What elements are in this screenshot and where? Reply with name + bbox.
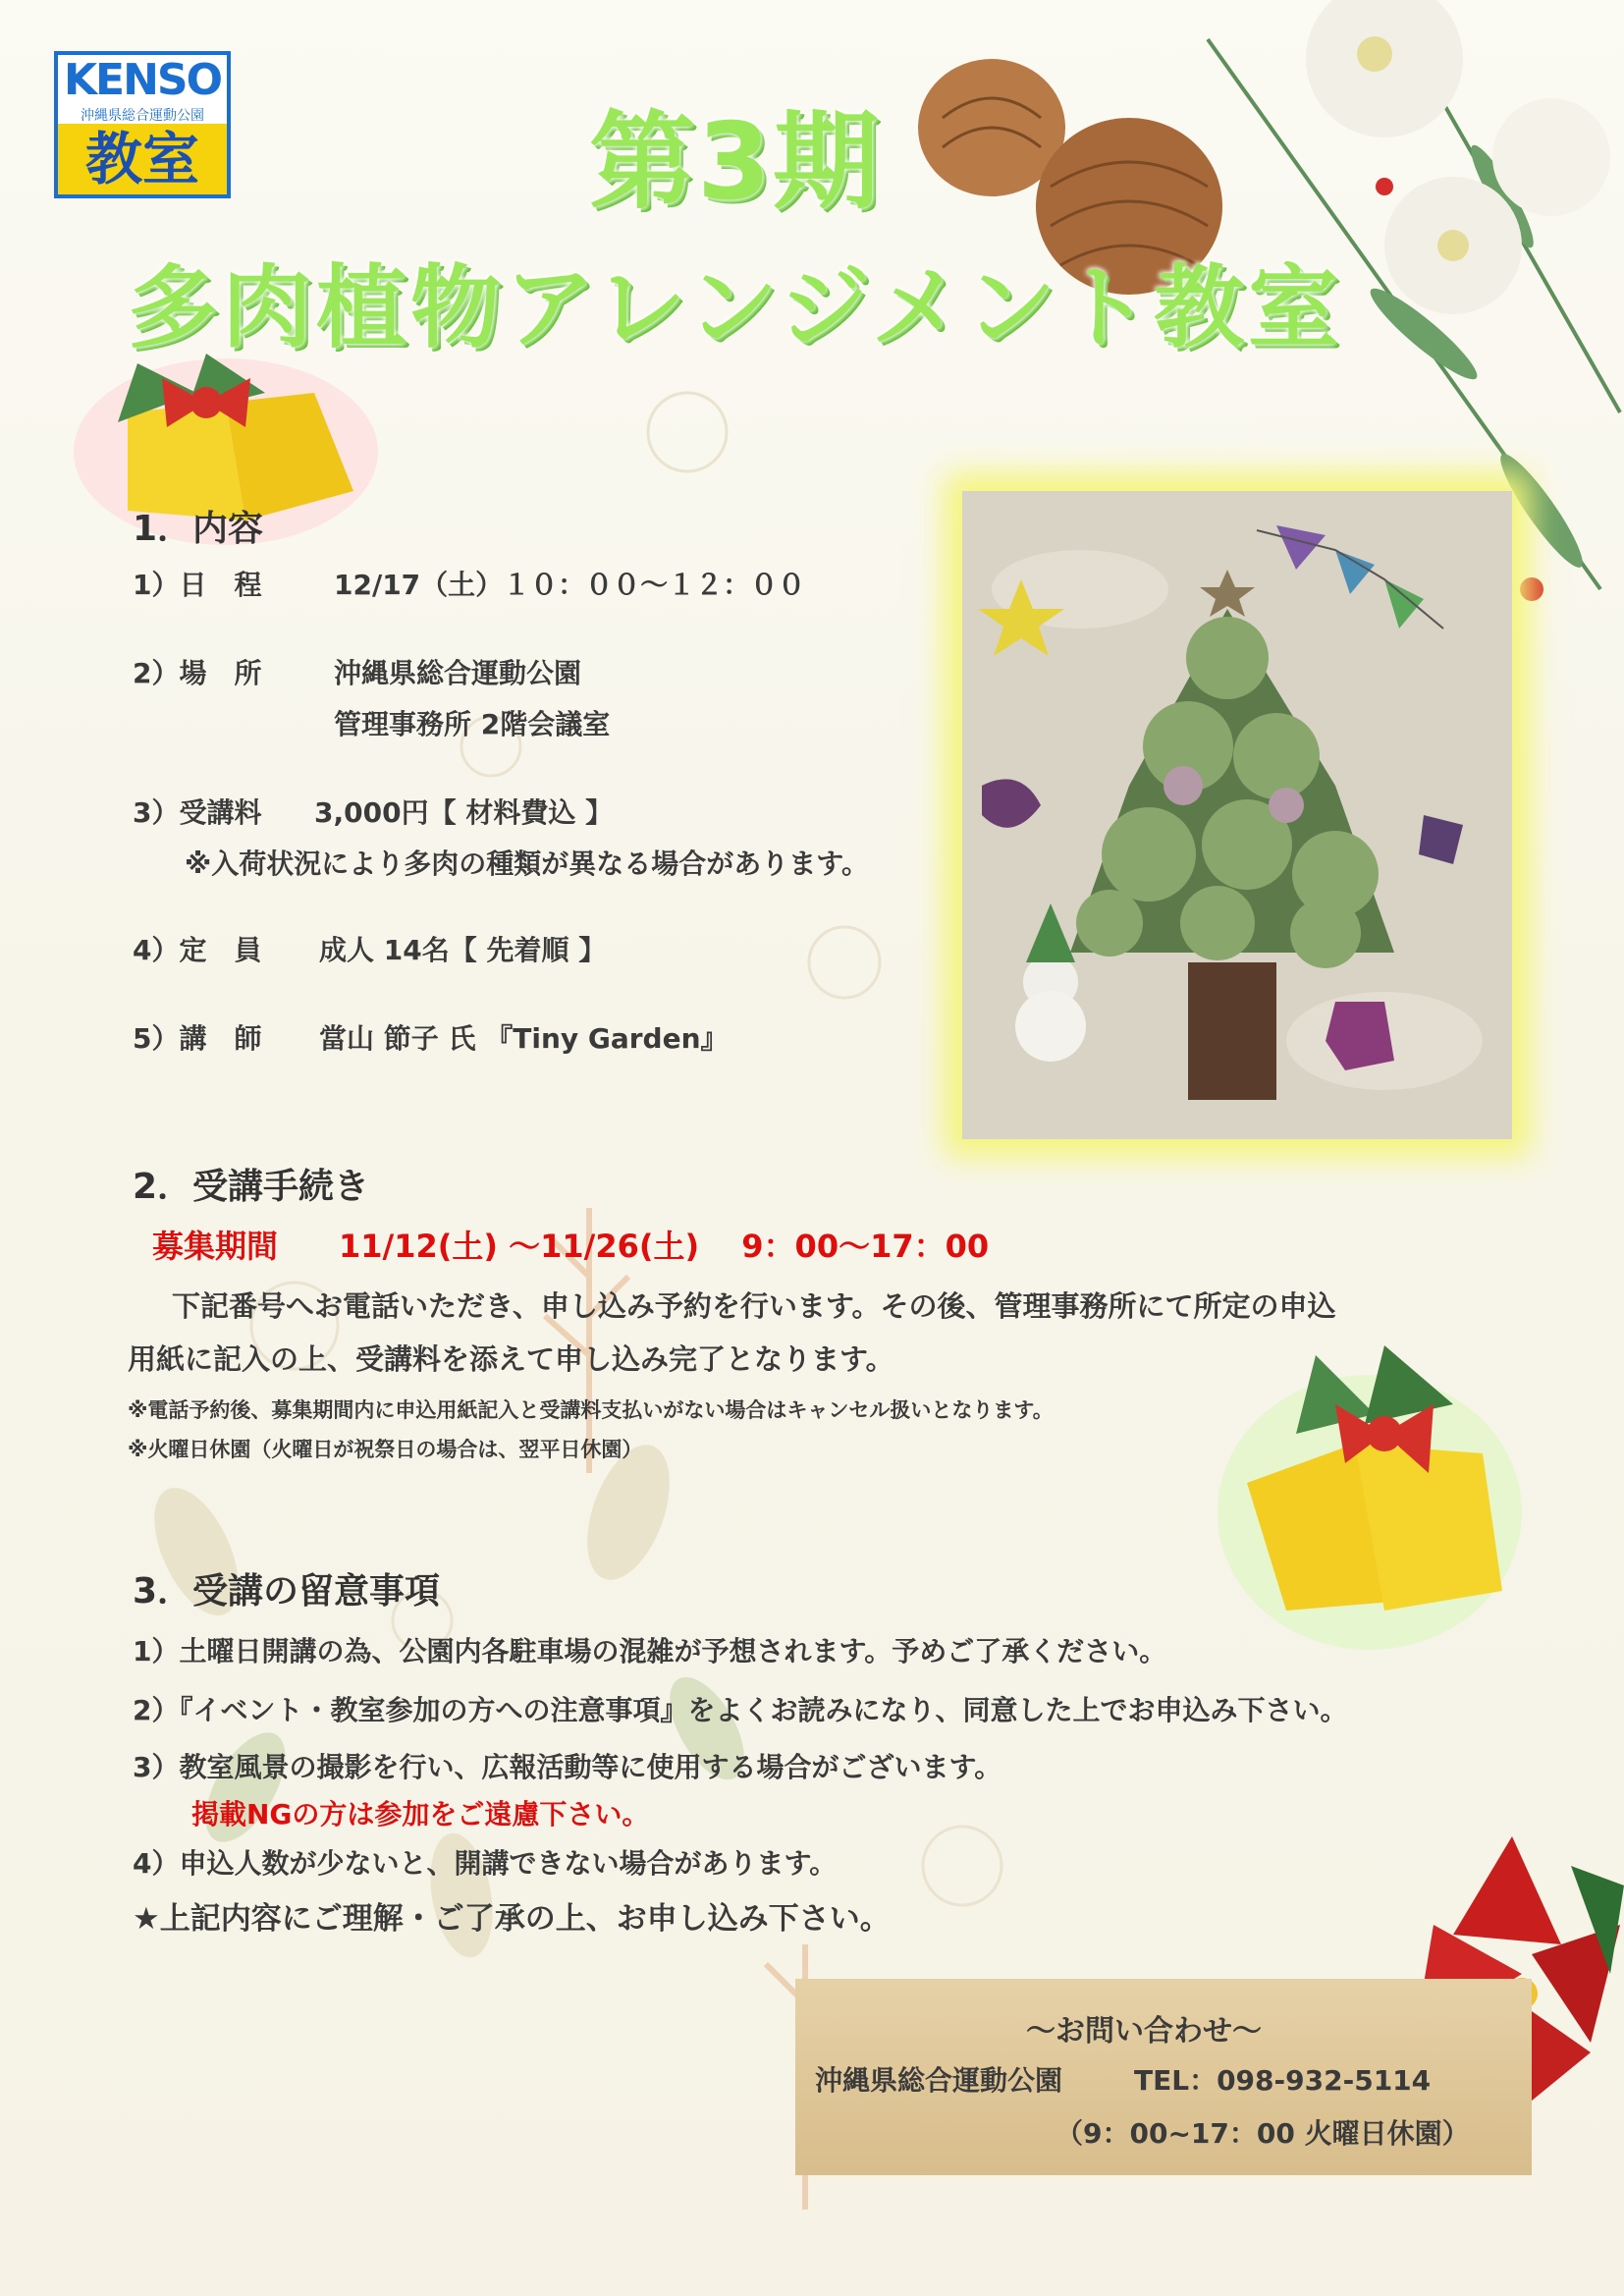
section2-heading: 2．受講手続き [133,1167,370,1207]
place-value-1: 沖縄県総合運動公園 [334,657,582,689]
kenso-logo [54,51,231,198]
schedule-label: 1）日 程 [133,569,262,601]
logo-subtitle: 沖縄県総合運動公園 [81,108,204,124]
period-value: 11/12(土) ～11/26(土) 9：00～17：00 [339,1228,990,1265]
procedure-note-1: ※電話予約後、募集期間内に申込用紙記入と受講料支払いがない場合はキャンセル扱いとなります。 [128,1398,1054,1422]
capacity-value: 成人 14名【 先着順 】 [319,934,607,966]
place-value-2: 管理事務所 2階会議室 [334,708,611,740]
capacity-label: 4）定 員 [133,934,262,966]
section3-heading: 3．受講の留意事項 [133,1571,441,1612]
procedure-text-1: 下記番号へお電話いただき、申し込み予約を行います。その後、管理事務所にて所定の申込 [172,1289,1336,1323]
title-main: 多肉植物アレンジメント教室 [128,255,1342,360]
instructor-label: 5）講 師 [133,1022,262,1055]
succulent-tree-illustration [962,491,1512,1139]
notice-item-3-warning: 掲載NGの方は参加をご遠慮下さい。 [191,1798,650,1831]
instructor-value: 當山 節子 氏 『Tiny Garden』 [319,1022,729,1055]
place-label: 2）場 所 [133,657,262,689]
contact-heading: ～お問い合わせ～ [1026,2014,1262,2049]
contact-hours: （9：00~17：00 火曜日休園） [1056,2117,1470,2150]
logo-brand: KENSO [58,55,227,106]
procedure-text-2: 用紙に記入の上、受講料を添えて申し込み完了となります。 [128,1342,894,1376]
title-term: 第3期 [589,101,882,224]
notice-item-4: 4）申込人数が少ないと、開講できない場合があります。 [133,1847,838,1880]
succulent-tree-photo [962,491,1512,1139]
notice-item-1: 1）土曜日開講の為、公園内各駐車場の混雑が予想されます。予めご了承ください。 [133,1635,1167,1667]
contact-box [795,1979,1532,2175]
fee-value: 3,000円【 材料費込 】 [314,796,614,829]
contact-name: 沖縄県総合運動公園 [815,2064,1063,2097]
closing-note: ★上記内容にご理解・ご了承の上、お申し込み下さい。 [133,1901,891,1937]
notice-item-3: 3）教室風景の撮影を行い、広報活動等に使用する場合がございます。 [133,1751,1002,1783]
fee-label: 3）受講料 [133,796,262,829]
logo-label: 教室 [58,124,227,194]
fee-note: ※入荷状況により多肉の種類が異なる場合があります。 [185,847,869,880]
bell-decoration-right [1208,1336,1532,1660]
procedure-note-2: ※火曜日休園（火曜日が祝祭日の場合は、翌平日休園） [128,1438,643,1461]
period-label: 募集期間 [152,1228,279,1265]
section1-heading: 1．内容 [133,509,264,549]
schedule-value: 12/17（土）１０：００～１２：００ [334,569,806,601]
contact-tel: TEL：098-932-5114 [1134,2064,1432,2097]
notice-item-2: 2）『イベント・教室参加の方への注意事項』をよくお読みになり、同意した上でお申込み下さい。 [133,1694,1348,1726]
